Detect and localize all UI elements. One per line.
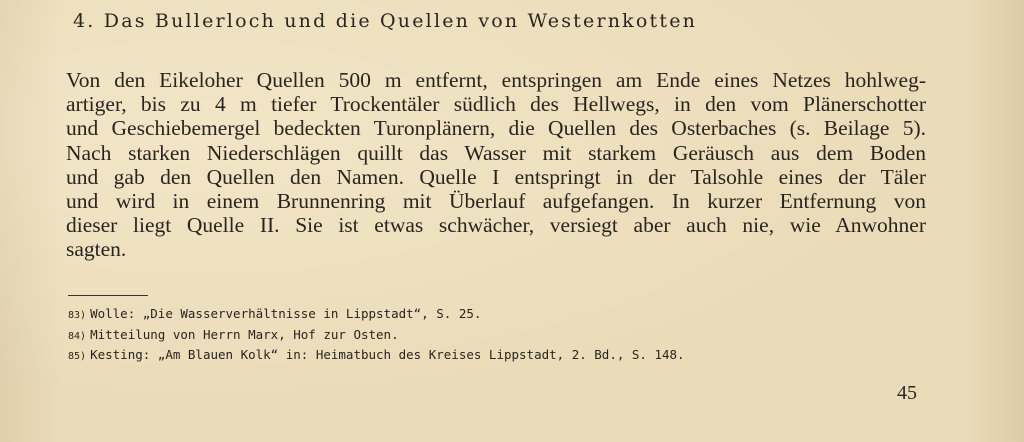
footnote-text: Wolle: „Die Wasserverhältnisse in Lippstadt“, S. 25. — [90, 306, 482, 321]
footnote — [68, 346, 685, 367]
section-heading: 4. Das Bullerloch und die Quellen von Westernkotten — [73, 10, 698, 32]
paragraph-line: Von den Eikeloher Quellen 500 m entfernt, entspringen am Ende eines Netzes hohlweg- — [66, 68, 926, 92]
footnote — [68, 305, 685, 326]
footnote-divider — [68, 295, 148, 296]
paragraph-line: sagten. — [66, 237, 127, 262]
footnote-list — [68, 305, 685, 367]
footnote-text: Mitteilung von Herrn Marx, Hof zur Osten. — [90, 326, 399, 342]
page-number: 45 — [897, 382, 917, 404]
paragraph-line: und Geschiebemergel bedeckten Turonplänern, die Quellen des Osterbaches (s. Beilage 5). — [66, 116, 926, 141]
footnote-number: 85) — [68, 351, 87, 362]
paragraph-line: und wird in einem Brunnenring mit Überlauf aufgefangen. In kurzer Entfernung von — [66, 189, 926, 214]
paragraph-line: und gab den Quellen den Namen. Quelle I entspringt in der Talsohle eines der Täler — [66, 164, 926, 189]
footnote-number: 83) — [68, 310, 87, 321]
paragraph-line: artiger, bis zu 4 m tiefer Trockentäler südlich des Hellwegs, in den vom Plänerschotter — [66, 92, 926, 117]
footnote-number: 84) — [68, 330, 87, 342]
footnote — [68, 326, 685, 347]
footnote-text: Kesting: „Am Blauen Kolk“ in: Heimatbuch des Kreises Lippstadt, 2. Bd., S. 148. — [90, 347, 685, 362]
paragraph-line: Nach starken Niederschlägen quillt das Wasser mit starkem Geräusch aus dem Boden — [66, 140, 926, 165]
body-paragraph — [66, 68, 926, 262]
paragraph-line: dieser liegt Quelle II. Sie ist etwas schwächer, versiegt aber auch nie, wie Anwohner — [66, 213, 926, 238]
